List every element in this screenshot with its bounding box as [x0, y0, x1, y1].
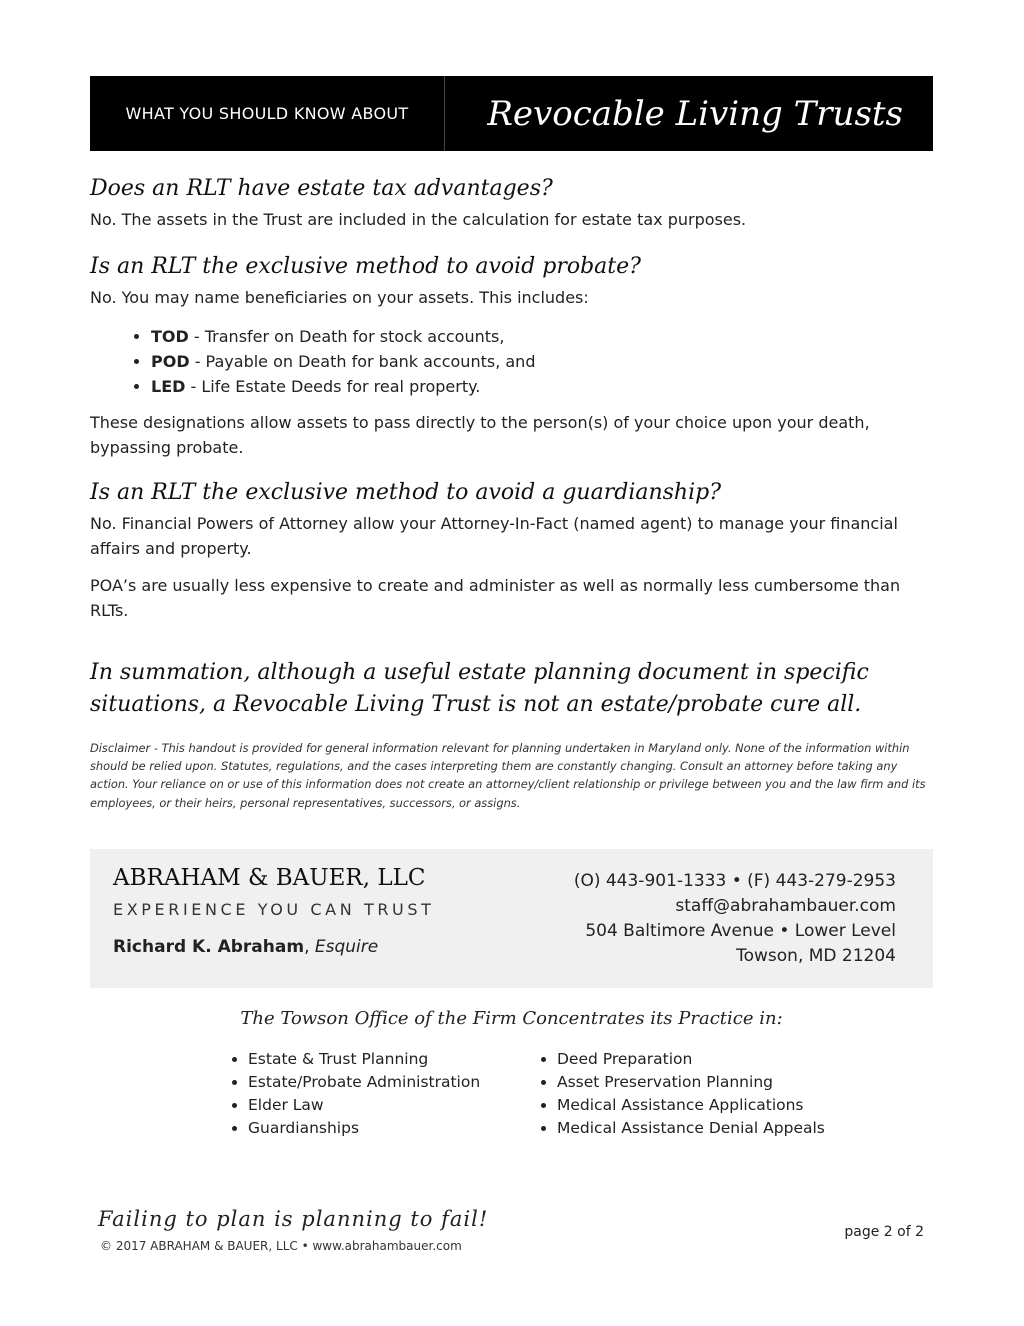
list-item-term: LED: [151, 377, 186, 396]
footer-copyright: © 2017 ABRAHAM & BAUER, LLC • www.abrahambauer.com: [100, 1239, 462, 1253]
attorney-sep: ,: [304, 937, 315, 957]
q2-after: These designations allow assets to pass directly to the person(s) of your choice upon your death, bypassing probate.: [90, 413, 870, 457]
q3-answer-2: POA’s are usually less expensive to create and administer as well as normally less cumbersome than RLTs.: [90, 576, 901, 620]
list-item: • Estate & Trust Planning: [248, 1048, 480, 1071]
title-banner: [90, 76, 933, 151]
list-item-desc: - Transfer on Death for stock accounts,: [188, 327, 505, 346]
list-item: • Deed Preparation: [557, 1048, 825, 1071]
beneficiary-list: [90, 324, 933, 399]
summary-statement: In summation, although a useful estate planning document in specific situations, a Revocable Living Trust is not an estate/probate cure all.: [90, 660, 869, 717]
practice-heading: The Towson Office of the Firm Concentrates its Practice in:: [240, 1008, 783, 1029]
firm-contact: [574, 869, 896, 969]
main-content: [90, 176, 933, 812]
q1-answer: No. The assets in the Trust are included in the calculation for estate tax purposes.: [90, 210, 747, 229]
list-item: • Asset Preservation Planning: [557, 1071, 825, 1094]
firm-tagline: EXPERIENCE YOU CAN TRUST: [113, 900, 435, 919]
list-item: • Medical Assistance Denial Appeals: [557, 1117, 825, 1140]
firm-name: ABRAHAM & BAUER, LLC: [113, 865, 426, 891]
list-item: [151, 374, 933, 399]
list-item: • Guardianships: [248, 1117, 480, 1140]
q2-answer: No. You may name beneficiaries on your assets. This includes:: [90, 288, 589, 307]
list-item-desc: - Payable on Death for bank accounts, and: [189, 352, 536, 371]
list-item: [151, 349, 933, 374]
firm-info-box: [90, 849, 933, 988]
list-item-desc: - Life Estate Deeds for real property.: [185, 377, 481, 396]
attorney-name: Richard K. Abraham: [113, 937, 305, 957]
banner-kicker: WHAT YOU SHOULD KNOW ABOUT: [90, 76, 445, 151]
attorney-title: Esquire: [314, 937, 379, 957]
q3-heading: Is an RLT the exclusive method to avoid a guardianship?: [90, 480, 722, 505]
attorney: [113, 937, 378, 957]
practice-column-2: [537, 1048, 825, 1140]
firm-address-line-1: 504 Baltimore Avenue • Lower Level: [585, 921, 896, 941]
list-item: • Medical Assistance Applications: [557, 1094, 825, 1117]
page-number: page 2 of 2: [844, 1224, 924, 1240]
q1-heading: Does an RLT have estate tax advantages?: [90, 176, 553, 201]
list-item: • Estate/Probate Administration: [248, 1071, 480, 1094]
disclaimer: Disclaimer - This handout is provided for general information relevant for planning undertaken in Maryland only. None of the information within should be relied upon. Statutes, regulations, and the cases interpreting them are constantly changing. Consult an attorney before taking any action. Your reliance on or use of this information does not create an attorney/client relationship or privilege between you and the law firm and its employees, or their heirs, personal representatives, successors, or assigns.: [90, 741, 926, 810]
firm-address-line-2: Towson, MD 21204: [736, 946, 896, 966]
practice-column-1: [228, 1048, 480, 1140]
list-item-term: POD: [151, 352, 190, 371]
q3-answer-1: No. Financial Powers of Attorney allow your Attorney-In-Fact (named agent) to manage your financial affairs and property.: [90, 514, 898, 558]
list-item: • Elder Law: [248, 1094, 480, 1117]
list-item: [151, 324, 933, 349]
footer-motto: Failing to plan is planning to fail!: [98, 1207, 489, 1231]
q2-heading: Is an RLT the exclusive method to avoid probate?: [90, 254, 641, 279]
list-item-term: TOD: [151, 327, 189, 346]
firm-phones: (O) 443-901-1333 • (F) 443-279-2953: [573, 871, 896, 891]
firm-email[interactable]: staff@abrahambauer.com: [675, 896, 896, 916]
banner-title: Revocable Living Trusts: [487, 93, 903, 134]
